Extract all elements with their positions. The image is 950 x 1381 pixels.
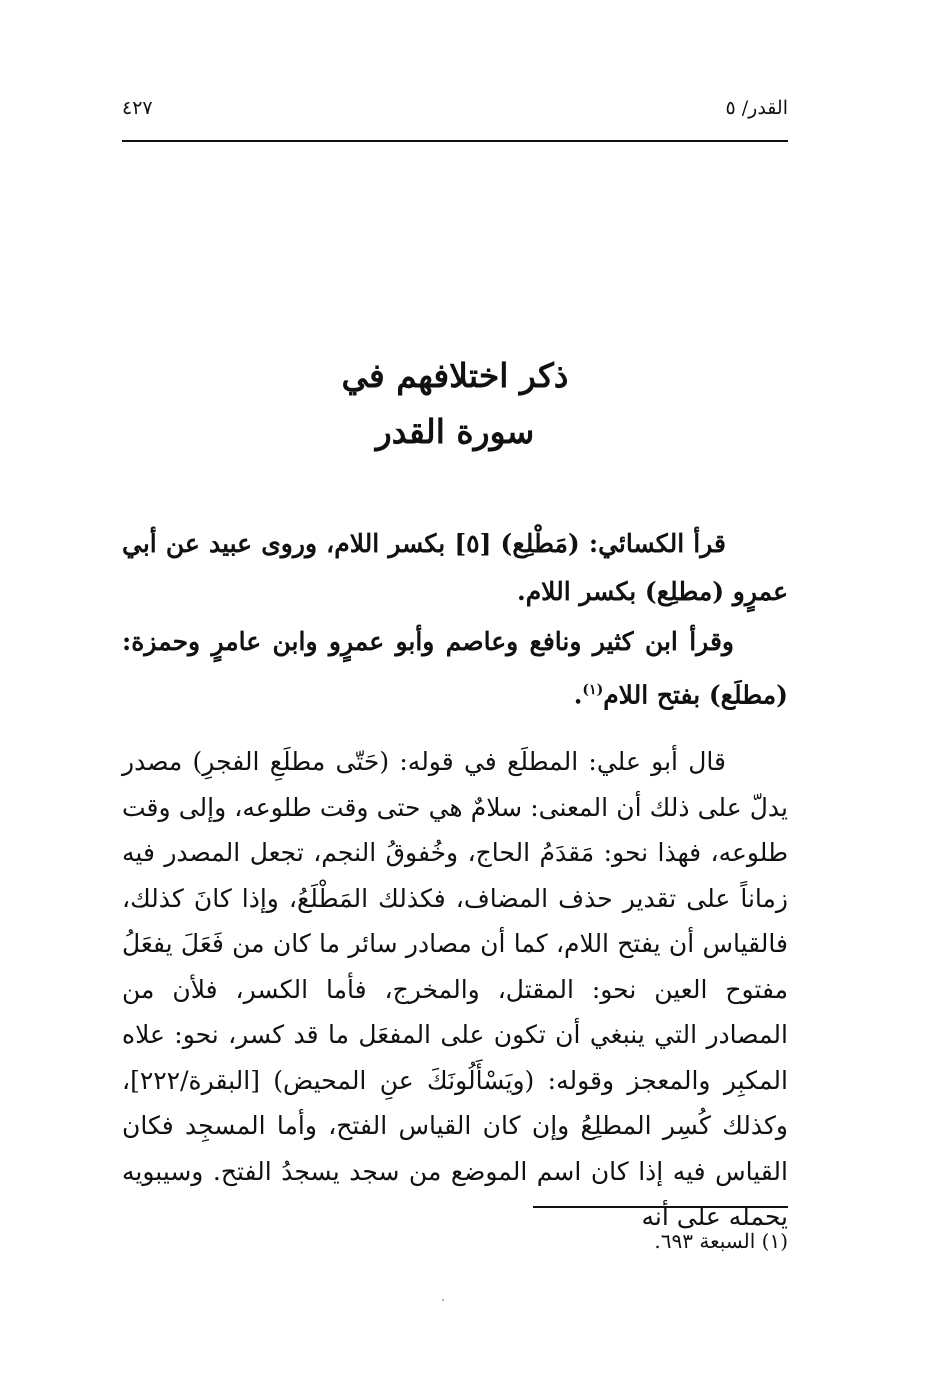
section-title bbox=[122, 350, 788, 462]
page-speck bbox=[442, 1299, 444, 1301]
body-text bbox=[122, 520, 788, 1240]
paragraph-other-readers: وقرأ ابن كثير ونافع وعاصم وأبو عمرٍو وابن عامرٍ وحمزة: (مطلَع) بفتح اللام$^{(١)}$. bbox=[122, 627, 788, 710]
paragraph-abu-ali-commentary: قال أبو علي: المطلَع في قوله: (حَتّى مطلَعِ الفجرِ) مصدر يدلّ على ذلك أن المعنى: سلامٌ هي حتى وقت طلوعه، وإلى وقت طلوعه، فهذا نحو: مَقدَمُ الحاج، وخُفوقُ النجم، تجعل المصدر فيه زماناً على تقدير حذف المضاف، فكذلك المَطْلَعُ، وإذا كانَ كذلك، فالقياس أن يفتح اللام، كما أن مصادر سائر ما كان من فَعَلَ يفعَلُ مفتوح العين نحو: المقتل، والمخرج، فأما الكسر، فلأن من المصادر التي ينبغي أن تكون على المفعَل ما قد كسر، نحو: علاه المكبِر والمعجز وقوله: (ويَسْأَلُونَكَ عنِ المحيض) [البقرة/٢٢٢]، وكذلك كُسِر المطلِعُ وإن كان القياس الفتح، وأما المسجِد فكان القياس فيه إذا كان اسم الموضع من سجد يسجدُ الفتح. وسيبويه يحمله على أنه bbox=[122, 747, 788, 1232]
paragraph-kisai-reading: قرأ الكسائي: (مَطْلِع) [٥] بكسر اللام، وروى عبيد عن أبي عمرٍو (مطلِع) بكسر اللام. bbox=[122, 529, 788, 606]
page-number: ٤٢٧ bbox=[122, 97, 153, 119]
footnote-divider bbox=[533, 1206, 788, 1208]
header-divider bbox=[122, 140, 788, 142]
section-title-line-2: سورة القدر bbox=[375, 412, 535, 451]
section-title-line-1: ذكر اختلافهم في bbox=[341, 356, 569, 395]
running-title: القدر/ ٥ bbox=[725, 97, 788, 119]
footnote-reference: (١) bbox=[582, 682, 604, 698]
page-header bbox=[122, 92, 788, 124]
footnote: (١) السبعة ٦٩٣. bbox=[654, 1229, 788, 1253]
